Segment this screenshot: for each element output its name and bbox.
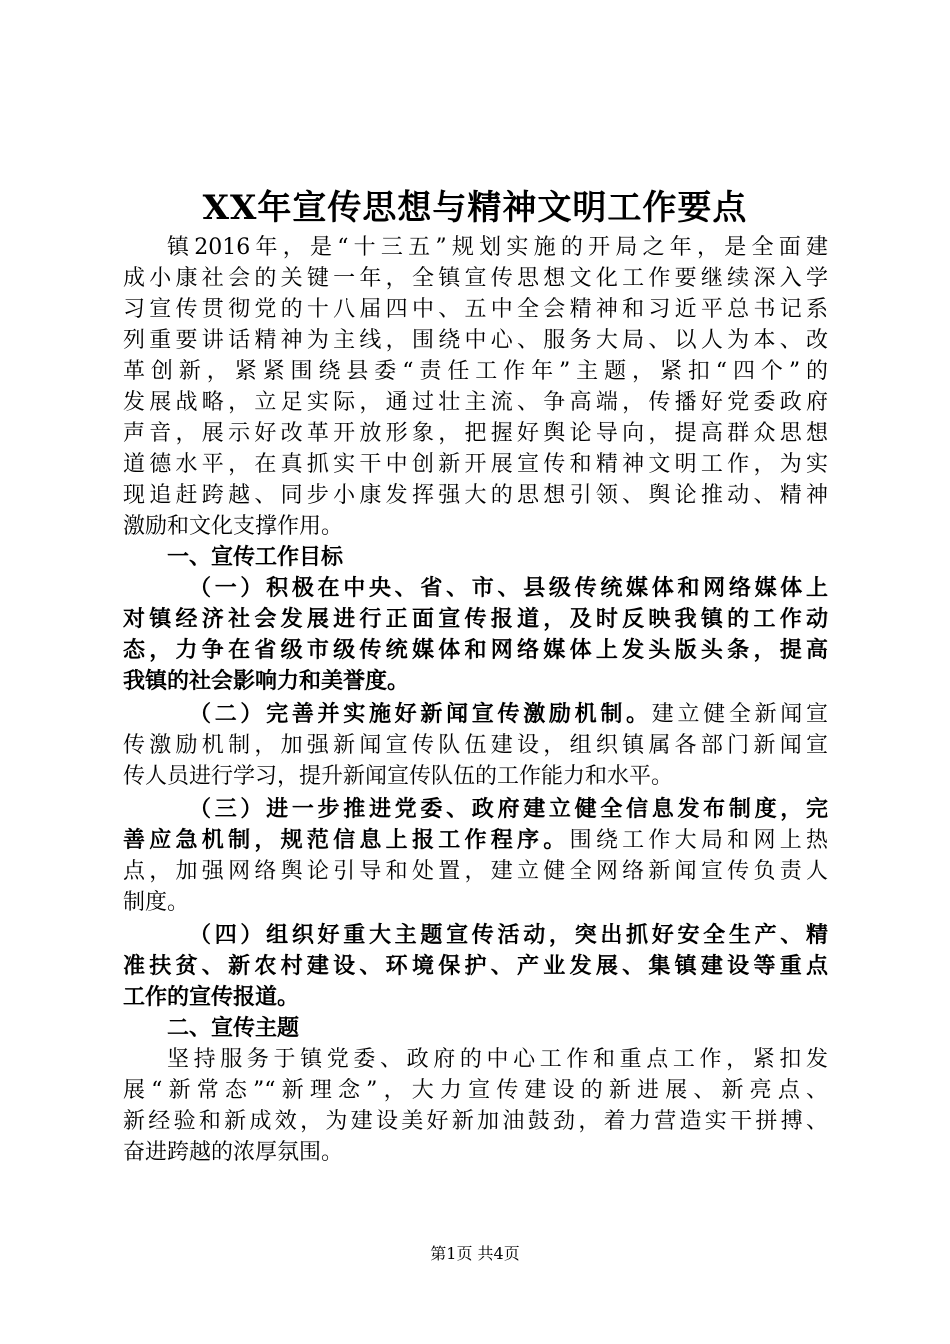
- item-1: [123, 573, 828, 697]
- themes-line: 展“新常态”“新理念”，大力宣传建设的新进展、新亮点、: [123, 1078, 828, 1103]
- item-3-bold-text: 善应急机制，规范信息上报工作程序。: [123, 827, 570, 853]
- themes-line: 新经验和新成效，为建设美好新加油鼓劲，着力营造实干拼搏、: [123, 1109, 828, 1134]
- page-number: 第1页 共4页: [430, 1244, 520, 1263]
- item-3-text: 围绕工作大局和网上热: [569, 828, 828, 853]
- intro-line: 激励和文化支撑作用。: [123, 514, 344, 539]
- item-4: [123, 920, 828, 1013]
- item-line: 点，加强网络舆论引导和处置，建立健全网络新闻宣传负责人: [123, 859, 828, 884]
- item-line: 传激励机制，加强新闻宣传队伍建设，组织镇属各部门新闻宣: [123, 733, 828, 758]
- item-2-bold-text: （二）完善并实施好新闻宣传激励机制。: [189, 701, 652, 727]
- item-line: 对镇经济社会发展进行正面宣传报道，及时反映我镇的工作动: [123, 606, 828, 632]
- themes-line: 坚持服务于镇党委、政府的中心工作和重点工作，紧扣发: [167, 1047, 828, 1072]
- item-line: 工作的宣传报道。: [123, 984, 300, 1010]
- intro-line: 革创新，紧紧围绕县委“责任工作年”主题，紧扣“四个”的: [123, 359, 828, 384]
- item-line: 准扶贫、新农村建设、环境保护、产业发展、集镇建设等重点: [123, 953, 828, 979]
- item-line: 传人员进行学习，提升新闻宣传队伍的工作能力和水平。: [123, 764, 674, 789]
- intro-line: 现追赶跨越、同步小康发挥强大的思想引领、舆论推动、精神: [123, 483, 828, 508]
- item-line: 态，力争在省级市级传统媒体和网络媒体上发头版头条，提高: [123, 637, 828, 663]
- intro-line: 发展战略，立足实际，通过壮主流、争高端，传播好党委政府: [123, 390, 828, 415]
- intro-line: 成小康社会的关键一年，全镇宣传思想文化工作要继续深入学: [123, 266, 828, 291]
- intro-line: 镇2016年，是“十三五”规划实施的开局之年，是全面建: [167, 235, 828, 260]
- intro-paragraph: [123, 232, 828, 542]
- intro-line: 声音，展示好改革开放形象，把握好舆论导向，提高群众思想: [123, 421, 828, 446]
- item-2: [123, 699, 828, 792]
- item-line: [123, 699, 828, 730]
- item-line: [123, 825, 828, 856]
- intro-line: 习宣传贯彻党的十八届四中、五中全会精神和习近平总书记系: [123, 297, 828, 322]
- intro-line: 列重要讲话精神为主线，围绕中心、服务大局、以人为本、改: [123, 328, 828, 353]
- intro-line: 道德水平，在真抓实干中创新开展宣传和精神文明工作，为实: [123, 452, 828, 477]
- document-body: [123, 232, 828, 1168]
- themes-line: 奋进跨越的浓厚氛围。: [123, 1140, 344, 1165]
- themes-paragraph: [123, 1044, 828, 1168]
- item-line: 制度。: [123, 890, 190, 915]
- item-line: （一）积极在中央、省、市、县级传统媒体和网络媒体上: [189, 575, 828, 601]
- section-heading-themes: 二、宣传主题: [167, 1015, 300, 1041]
- item-3: [123, 794, 828, 918]
- item-line: 我镇的社会影响力和美誉度。: [123, 668, 410, 694]
- item-2-text: 建立健全新闻宣: [651, 702, 828, 727]
- item-line: （三）进一步推进党委、政府建立健全信息发布制度，完: [189, 796, 828, 822]
- document-title: XX年宣传思想与精神文明工作要点: [202, 188, 748, 228]
- item-line: （四）组织好重大主题宣传活动，突出抓好安全生产、精: [189, 922, 828, 948]
- section-heading-goals: 一、宣传工作目标: [167, 544, 344, 570]
